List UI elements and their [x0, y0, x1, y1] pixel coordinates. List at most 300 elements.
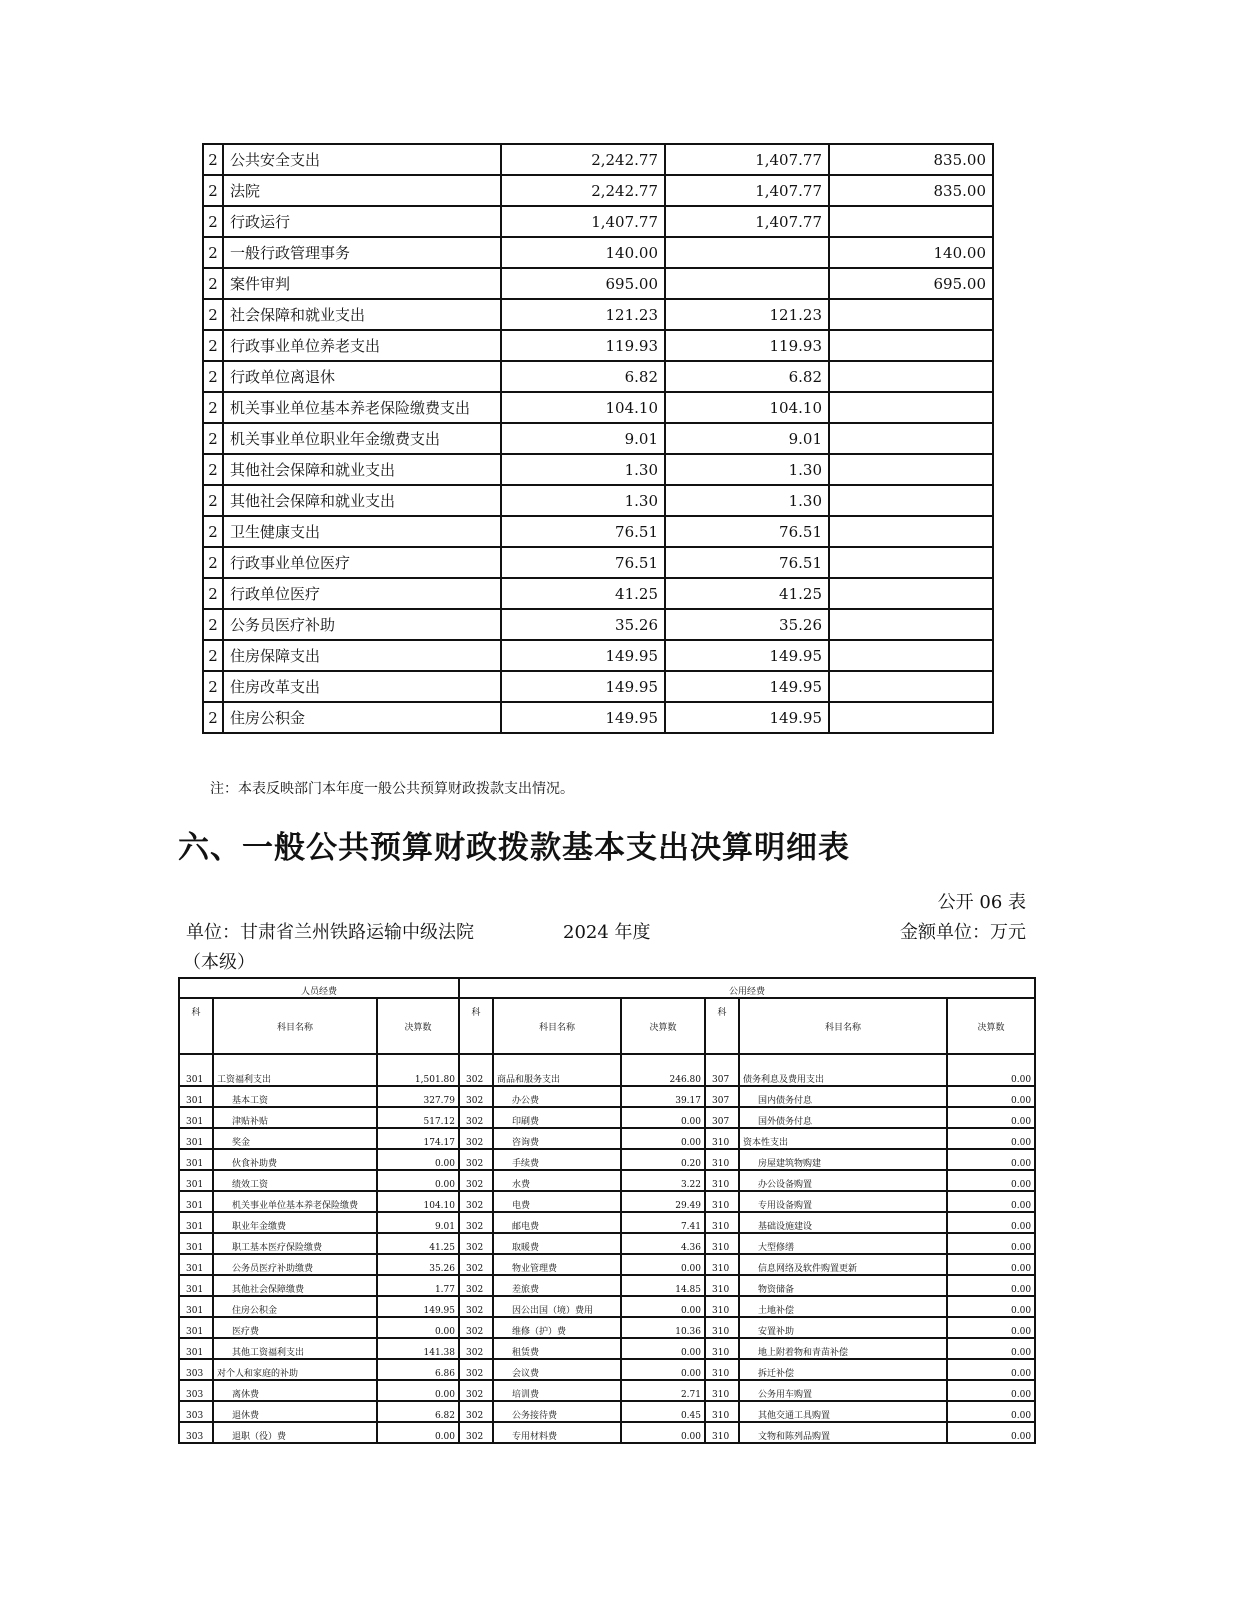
basic-cell: 1,407.77	[665, 175, 829, 206]
item-name-cell: 住房公积金	[223, 702, 501, 733]
table-row	[203, 671, 993, 702]
subject-code-cell: 307	[705, 1054, 739, 1086]
subject-name-cell: 工资福利支出	[213, 1054, 377, 1086]
subject-name-cell: 物业管理费	[493, 1254, 621, 1275]
basic-cell: 6.82	[665, 361, 829, 392]
level-cell: 2	[203, 454, 223, 485]
table-number: 公开 06 表	[937, 892, 1026, 913]
basic-cell: 149.95	[665, 640, 829, 671]
amount-cell: 0.00	[947, 1086, 1035, 1107]
level-cell: 2	[203, 516, 223, 547]
subject-name-cell: 物资储备	[739, 1275, 947, 1296]
project-cell	[829, 640, 993, 671]
subject-code-cell: 302	[459, 1401, 493, 1422]
subject-name-cell: 取暖费	[493, 1233, 621, 1254]
total-cell: 149.95	[501, 702, 665, 733]
amount-cell: 39.17	[621, 1086, 705, 1107]
project-cell	[829, 454, 993, 485]
project-cell: 140.00	[829, 237, 993, 268]
subject-code-cell: 301	[179, 1128, 213, 1149]
level-cell: 2	[203, 702, 223, 733]
table-row	[179, 1317, 1035, 1338]
amount-cell: 0.00	[377, 1170, 459, 1191]
expenditure-table-continued	[202, 143, 994, 734]
col-amount-header: 决算数	[947, 998, 1035, 1054]
section-heading: 六、一般公共预算财政拨款基本支出决算明细表	[178, 830, 850, 866]
table-row	[203, 330, 993, 361]
amount-cell: 0.00	[377, 1380, 459, 1401]
basic-cell: 76.51	[665, 547, 829, 578]
amount-cell: 0.00	[947, 1191, 1035, 1212]
project-cell	[829, 671, 993, 702]
total-cell: 149.95	[501, 671, 665, 702]
basic-cell: 1.30	[665, 454, 829, 485]
total-cell: 1.30	[501, 485, 665, 516]
basic-cell: 76.51	[665, 516, 829, 547]
project-cell	[829, 516, 993, 547]
subject-name-cell: 因公出国（境）费用	[493, 1296, 621, 1317]
total-cell: 76.51	[501, 516, 665, 547]
table-row	[203, 547, 993, 578]
amount-cell: 104.10	[377, 1191, 459, 1212]
level-cell: 2	[203, 640, 223, 671]
col-amount-header: 决算数	[377, 998, 459, 1054]
subject-name-cell: 土地补偿	[739, 1296, 947, 1317]
subject-code-cell: 302	[459, 1107, 493, 1128]
amount-cell: 0.00	[947, 1128, 1035, 1149]
table-row	[203, 578, 993, 609]
subject-code-cell: 303	[179, 1422, 213, 1443]
item-name-cell: 住房改革支出	[223, 671, 501, 702]
subject-code-cell: 302	[459, 1317, 493, 1338]
table-row	[179, 1212, 1035, 1233]
subject-code-cell: 301	[179, 1275, 213, 1296]
amount-cell: 0.00	[947, 1254, 1035, 1275]
subject-code-cell: 302	[459, 1275, 493, 1296]
amount-cell: 0.00	[377, 1149, 459, 1170]
total-cell: 2,242.77	[501, 144, 665, 175]
subject-code-cell: 302	[459, 1359, 493, 1380]
subject-name-cell: 职业年金缴费	[213, 1212, 377, 1233]
amount-cell: 0.00	[947, 1054, 1035, 1086]
basic-cell: 1.30	[665, 485, 829, 516]
project-cell	[829, 485, 993, 516]
item-name-cell: 机关事业单位基本养老保险缴费支出	[223, 392, 501, 423]
amount-cell: 0.00	[621, 1107, 705, 1128]
level-cell: 2	[203, 485, 223, 516]
table-row	[203, 423, 993, 454]
subject-code-cell: 307	[705, 1086, 739, 1107]
amount-cell: 0.00	[947, 1317, 1035, 1338]
level-cell: 2	[203, 144, 223, 175]
item-name-cell: 社会保障和就业支出	[223, 299, 501, 330]
subject-name-cell: 办公费	[493, 1086, 621, 1107]
table-row	[179, 1170, 1035, 1191]
subject-code-cell: 301	[179, 1149, 213, 1170]
project-cell	[829, 702, 993, 733]
subject-name-cell: 绩效工资	[213, 1170, 377, 1191]
amount-cell: 0.00	[947, 1275, 1035, 1296]
subject-code-cell: 302	[459, 1422, 493, 1443]
table-row	[179, 1107, 1035, 1128]
item-name-cell: 公务员医疗补助	[223, 609, 501, 640]
col-name-header: 科目名称	[213, 998, 377, 1054]
subject-name-cell: 公务用车购置	[739, 1380, 947, 1401]
subject-name-cell: 退职（役）费	[213, 1422, 377, 1443]
subject-code-cell: 301	[179, 1107, 213, 1128]
basic-cell: 1,407.77	[665, 206, 829, 237]
subject-code-cell: 302	[459, 1149, 493, 1170]
project-cell	[829, 361, 993, 392]
subject-name-cell: 差旅费	[493, 1275, 621, 1296]
item-name-cell: 法院	[223, 175, 501, 206]
amount-cell: 246.80	[621, 1054, 705, 1086]
table-row	[179, 1254, 1035, 1275]
item-name-cell: 其他社会保障和就业支出	[223, 454, 501, 485]
subject-code-cell: 301	[179, 1233, 213, 1254]
amount-cell: 327.79	[377, 1086, 459, 1107]
subject-code-cell: 310	[705, 1275, 739, 1296]
subject-code-cell: 310	[705, 1317, 739, 1338]
subject-name-cell: 离休费	[213, 1380, 377, 1401]
item-name-cell: 行政事业单位养老支出	[223, 330, 501, 361]
subject-name-cell: 邮电费	[493, 1212, 621, 1233]
item-name-cell: 公共安全支出	[223, 144, 501, 175]
level-cell: 2	[203, 237, 223, 268]
subject-name-cell: 信息网络及软件购置更新	[739, 1254, 947, 1275]
subject-code-cell: 310	[705, 1149, 739, 1170]
total-cell: 140.00	[501, 237, 665, 268]
amount-cell: 149.95	[377, 1296, 459, 1317]
subject-code-cell: 301	[179, 1317, 213, 1338]
table-row	[179, 1054, 1035, 1086]
subject-name-cell: 基本工资	[213, 1086, 377, 1107]
subject-code-cell: 310	[705, 1296, 739, 1317]
level-cell: 2	[203, 671, 223, 702]
total-cell: 104.10	[501, 392, 665, 423]
total-cell: 6.82	[501, 361, 665, 392]
col-name-header: 科目名称	[739, 998, 947, 1054]
basic-cell: 35.26	[665, 609, 829, 640]
project-cell: 695.00	[829, 268, 993, 299]
total-cell: 9.01	[501, 423, 665, 454]
amount-cell: 0.00	[621, 1128, 705, 1149]
amount-cell: 0.00	[947, 1233, 1035, 1254]
subject-name-cell: 商品和服务支出	[493, 1054, 621, 1086]
basic-cell: 9.01	[665, 423, 829, 454]
subject-name-cell: 基础设施建设	[739, 1212, 947, 1233]
subject-name-cell: 债务利息及费用支出	[739, 1054, 947, 1086]
basic-cell: 121.23	[665, 299, 829, 330]
amount-cell: 0.45	[621, 1401, 705, 1422]
subject-code-cell: 310	[705, 1170, 739, 1191]
subject-code-cell: 302	[459, 1191, 493, 1212]
total-cell: 1,407.77	[501, 206, 665, 237]
item-name-cell: 行政单位离退休	[223, 361, 501, 392]
subject-code-cell: 302	[459, 1233, 493, 1254]
item-name-cell: 一般行政管理事务	[223, 237, 501, 268]
table-row	[203, 144, 993, 175]
basic-cell: 41.25	[665, 578, 829, 609]
subject-name-cell: 文物和陈列品购置	[739, 1422, 947, 1443]
table-row	[203, 609, 993, 640]
table-row	[179, 1380, 1035, 1401]
amount-cell: 14.85	[621, 1275, 705, 1296]
subject-code-cell: 310	[705, 1401, 739, 1422]
basic-cell: 149.95	[665, 671, 829, 702]
subject-name-cell: 资本性支出	[739, 1128, 947, 1149]
project-cell	[829, 547, 993, 578]
subject-name-cell: 大型修缮	[739, 1233, 947, 1254]
subject-code-cell: 301	[179, 1212, 213, 1233]
project-cell: 835.00	[829, 175, 993, 206]
item-name-cell: 卫生健康支出	[223, 516, 501, 547]
basic-cell	[665, 237, 829, 268]
amount-cell: 0.00	[621, 1254, 705, 1275]
subject-name-cell: 对个人和家庭的补助	[213, 1359, 377, 1380]
total-cell: 41.25	[501, 578, 665, 609]
table-row	[179, 1149, 1035, 1170]
basic-cell	[665, 268, 829, 299]
subject-name-cell: 租赁费	[493, 1338, 621, 1359]
subject-code-cell: 301	[179, 1296, 213, 1317]
amount-cell: 0.00	[947, 1422, 1035, 1443]
item-name-cell: 行政事业单位医疗	[223, 547, 501, 578]
subject-name-cell: 专用设备购置	[739, 1191, 947, 1212]
table-row	[203, 392, 993, 423]
basic-cell: 149.95	[665, 702, 829, 733]
amount-cell: 0.00	[947, 1359, 1035, 1380]
amount-unit-label: 金额单位：万元	[900, 922, 1026, 943]
amount-cell: 1.77	[377, 1275, 459, 1296]
amount-cell: 2.71	[621, 1380, 705, 1401]
subject-code-cell: 303	[179, 1380, 213, 1401]
subject-name-cell: 咨询费	[493, 1128, 621, 1149]
level-cell: 2	[203, 330, 223, 361]
table-row	[203, 206, 993, 237]
item-name-cell: 行政运行	[223, 206, 501, 237]
subject-name-cell: 办公设备购置	[739, 1170, 947, 1191]
amount-cell: 0.00	[947, 1296, 1035, 1317]
table-row	[203, 299, 993, 330]
table-row	[179, 1233, 1035, 1254]
amount-cell: 0.00	[377, 1422, 459, 1443]
subject-code-cell: 302	[459, 1254, 493, 1275]
subject-code-cell: 310	[705, 1191, 739, 1212]
subject-code-cell: 310	[705, 1233, 739, 1254]
amount-cell: 0.00	[947, 1401, 1035, 1422]
subject-name-cell: 伙食补助费	[213, 1149, 377, 1170]
subject-code-cell: 310	[705, 1359, 739, 1380]
amount-cell: 6.86	[377, 1359, 459, 1380]
basic-cell: 104.10	[665, 392, 829, 423]
table-row	[203, 640, 993, 671]
subject-name-cell: 机关事业单位基本养老保险缴费	[213, 1191, 377, 1212]
subject-name-cell: 津贴补贴	[213, 1107, 377, 1128]
subject-name-cell: 退休费	[213, 1401, 377, 1422]
table-row	[179, 1086, 1035, 1107]
table-row	[179, 1338, 1035, 1359]
project-cell	[829, 330, 993, 361]
subject-name-cell: 住房公积金	[213, 1296, 377, 1317]
subject-code-cell: 310	[705, 1422, 739, 1443]
total-cell: 76.51	[501, 547, 665, 578]
table-row	[179, 1296, 1035, 1317]
amount-cell: 0.00	[947, 1380, 1035, 1401]
subject-code-cell: 302	[459, 1086, 493, 1107]
level-cell: 2	[203, 361, 223, 392]
subject-code-cell: 301	[179, 1086, 213, 1107]
unit-label: 单位：甘肃省兰州铁路运输中级法院	[186, 922, 474, 943]
table-row	[203, 702, 993, 733]
amount-cell: 0.00	[947, 1107, 1035, 1128]
amount-cell: 3.22	[621, 1170, 705, 1191]
total-cell: 119.93	[501, 330, 665, 361]
total-cell: 1.30	[501, 454, 665, 485]
amount-cell: 0.20	[621, 1149, 705, 1170]
table-row	[179, 1275, 1035, 1296]
total-cell: 695.00	[501, 268, 665, 299]
subject-name-cell: 专用材料费	[493, 1422, 621, 1443]
item-name-cell: 其他社会保障和就业支出	[223, 485, 501, 516]
subject-code-cell: 303	[179, 1401, 213, 1422]
level-cell: 2	[203, 547, 223, 578]
amount-cell: 10.36	[621, 1317, 705, 1338]
subject-name-cell: 水费	[493, 1170, 621, 1191]
table-row	[179, 1191, 1035, 1212]
amount-cell: 9.01	[377, 1212, 459, 1233]
amount-cell: 0.00	[377, 1317, 459, 1338]
amount-cell: 0.00	[621, 1359, 705, 1380]
subject-code-cell: 301	[179, 1338, 213, 1359]
level-cell: 2	[203, 609, 223, 640]
subject-name-cell: 维修（护）费	[493, 1317, 621, 1338]
subject-code-cell: 310	[705, 1212, 739, 1233]
total-cell: 2,242.77	[501, 175, 665, 206]
subject-name-cell: 印刷费	[493, 1107, 621, 1128]
subject-name-cell: 会议费	[493, 1359, 621, 1380]
subject-name-cell: 地上附着物和青苗补偿	[739, 1338, 947, 1359]
table-row	[179, 1401, 1035, 1422]
subject-code-cell: 302	[459, 1296, 493, 1317]
basic-cell: 1,407.77	[665, 144, 829, 175]
project-cell	[829, 578, 993, 609]
basic-expenditure-detail-table	[178, 977, 1036, 1444]
table-row	[203, 516, 993, 547]
project-cell	[829, 423, 993, 454]
item-name-cell: 机关事业单位职业年金缴费支出	[223, 423, 501, 454]
level-cell: 2	[203, 578, 223, 609]
subject-name-cell: 公务员医疗补助缴费	[213, 1254, 377, 1275]
subject-code-cell: 307	[705, 1107, 739, 1128]
subject-name-cell: 其他社会保障缴费	[213, 1275, 377, 1296]
amount-cell: 4.36	[621, 1233, 705, 1254]
subject-name-cell: 公务接待费	[493, 1401, 621, 1422]
subject-code-cell: 301	[179, 1170, 213, 1191]
total-cell: 149.95	[501, 640, 665, 671]
year-label: 2024 年度	[563, 922, 651, 943]
col-amount-header: 决算数	[621, 998, 705, 1054]
subject-code-cell: 302	[459, 1054, 493, 1086]
col-name-header: 科目名称	[493, 998, 621, 1054]
subject-name-cell: 其他工资福利支出	[213, 1338, 377, 1359]
project-cell: 835.00	[829, 144, 993, 175]
subject-code-cell: 310	[705, 1380, 739, 1401]
subject-code-cell: 302	[459, 1212, 493, 1233]
table-row	[203, 361, 993, 392]
level-cell: 2	[203, 423, 223, 454]
subject-name-cell: 安置补助	[739, 1317, 947, 1338]
item-name-cell: 住房保障支出	[223, 640, 501, 671]
amount-cell: 0.00	[947, 1338, 1035, 1359]
subject-name-cell: 房屋建筑物购建	[739, 1149, 947, 1170]
group-public-header: 公用经费	[459, 978, 1035, 998]
subject-code-cell: 302	[459, 1170, 493, 1191]
amount-cell: 0.00	[621, 1296, 705, 1317]
level-cell: 2	[203, 268, 223, 299]
amount-cell: 0.00	[621, 1422, 705, 1443]
subject-name-cell: 拆迁补偿	[739, 1359, 947, 1380]
amount-cell: 141.38	[377, 1338, 459, 1359]
table-note: 注：本表反映部门本年度一般公共预算财政拨款支出情况。	[210, 781, 574, 797]
amount-cell: 0.00	[947, 1149, 1035, 1170]
subject-name-cell: 电费	[493, 1191, 621, 1212]
subject-code-cell: 310	[705, 1128, 739, 1149]
subject-name-cell: 医疗费	[213, 1317, 377, 1338]
level-cell: 2	[203, 392, 223, 423]
amount-cell: 174.17	[377, 1128, 459, 1149]
subject-name-cell: 其他交通工具购置	[739, 1401, 947, 1422]
sublevel-label: （本级）	[183, 952, 255, 973]
subject-code-cell: 302	[459, 1380, 493, 1401]
item-name-cell: 案件审判	[223, 268, 501, 299]
amount-cell: 7.41	[621, 1212, 705, 1233]
col-code-header: 科	[705, 998, 739, 1054]
amount-cell: 6.82	[377, 1401, 459, 1422]
subject-code-cell: 301	[179, 1254, 213, 1275]
subject-name-cell: 国外债务付息	[739, 1107, 947, 1128]
amount-cell: 35.26	[377, 1254, 459, 1275]
col-code-header: 科	[459, 998, 493, 1054]
subject-name-cell: 国内债务付息	[739, 1086, 947, 1107]
item-name-cell: 行政单位医疗	[223, 578, 501, 609]
amount-cell: 29.49	[621, 1191, 705, 1212]
subject-name-cell: 手续费	[493, 1149, 621, 1170]
table-row	[203, 237, 993, 268]
subject-name-cell: 职工基本医疗保险缴费	[213, 1233, 377, 1254]
table-row	[179, 1359, 1035, 1380]
project-cell	[829, 392, 993, 423]
amount-cell: 0.00	[947, 1170, 1035, 1191]
project-cell	[829, 609, 993, 640]
subject-code-cell: 310	[705, 1254, 739, 1275]
group-personnel-header: 人员经费	[179, 978, 459, 998]
subject-code-cell: 302	[459, 1128, 493, 1149]
amount-cell: 1,501.80	[377, 1054, 459, 1086]
amount-cell: 0.00	[621, 1338, 705, 1359]
table-row	[203, 485, 993, 516]
table-row	[203, 454, 993, 485]
subject-code-cell: 301	[179, 1191, 213, 1212]
level-cell: 2	[203, 299, 223, 330]
level-cell: 2	[203, 175, 223, 206]
basic-cell: 119.93	[665, 330, 829, 361]
col-code-header: 科	[179, 998, 213, 1054]
total-cell: 35.26	[501, 609, 665, 640]
subject-code-cell: 301	[179, 1054, 213, 1086]
subject-code-cell: 302	[459, 1338, 493, 1359]
subject-code-cell: 310	[705, 1338, 739, 1359]
